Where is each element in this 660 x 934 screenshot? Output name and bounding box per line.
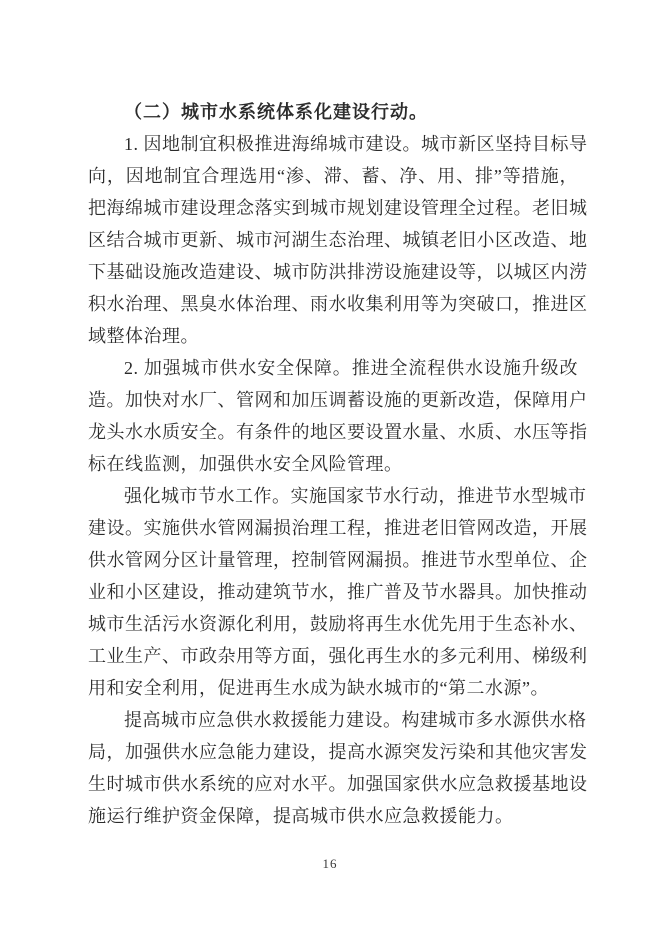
text-line: 向，因地制宜合理选用“渗、滞、蓄、净、用、排”等措施， — [88, 166, 578, 186]
text-line: 强化城市节水工作。实施国家节水行动，推进节水型城市 — [124, 486, 587, 506]
text-line: 造。加快对水厂、管网和加压调蓄设施的更新改造，保障用户 — [88, 390, 588, 410]
text-line: 下基础设施改造建设、城市防洪排涝设施建设等，以城区内涝 — [88, 262, 588, 282]
text-line: 积水治理、黑臭水体治理、雨水收集利用等为突破口，推进区 — [88, 294, 588, 314]
text-line: 工业生产、市政杂用等方面，强化再生水的多元利用、梯级利 — [88, 646, 588, 666]
text-line: 域整体治理。 — [88, 326, 199, 346]
page-number: 16 — [322, 856, 338, 871]
text-line: 提高城市应急供水救援能力建设。构建城市多水源供水格 — [124, 710, 587, 730]
text-line: 龙头水水质安全。有条件的地区要设置水量、水质、水压等指 — [88, 422, 588, 442]
text-line: 供水管网分区计量管理，控制管网漏损。推进节水型单位、企 — [88, 550, 588, 570]
text-line: 施运行维护资金保障，提高城市供水应急救援能力。 — [88, 806, 514, 826]
text-line: 建设。实施供水管网漏损治理工程，推进老旧管网改造，开展 — [88, 518, 588, 538]
text-line: 标在线监测，加强供水安全风险管理。 — [88, 454, 403, 474]
text-line: 1. 因地制宜积极推进海绵城市建设。城市新区坚持目标导 — [124, 134, 588, 154]
text-line: 区结合城市更新、城市河湖生态治理、城镇老旧小区改造、地 — [88, 230, 588, 250]
paragraph — [88, 704, 588, 832]
text-line: 生时城市供水系统的应对水平。加强国家供水应急救援基地设 — [88, 774, 588, 794]
text-line: 业和小区建设，推动建筑节水，推广普及节水器具。加快推动 — [88, 582, 588, 602]
paragraph — [88, 480, 588, 704]
text-line: 2. 加强城市供水安全保障。推进全流程供水设施升级改 — [124, 358, 578, 378]
paragraph — [88, 128, 588, 352]
text-line: 城市生活污水资源化利用，鼓励将再生水优先用于生态补水、 — [88, 614, 588, 634]
text-line: 局，加强供水应急能力建设，提高水源突发污染和其他灾害发 — [88, 742, 588, 762]
text-line: 用和安全利用，促进再生水成为缺水城市的“第二水源”。 — [88, 678, 549, 698]
section-heading: （二）城市水系统体系化建设行动。 — [124, 102, 428, 122]
document-body — [88, 96, 588, 832]
paragraph — [88, 352, 588, 480]
text-line: 把海绵城市建设理念落实到城市规划建设管理全过程。老旧城 — [88, 198, 588, 218]
